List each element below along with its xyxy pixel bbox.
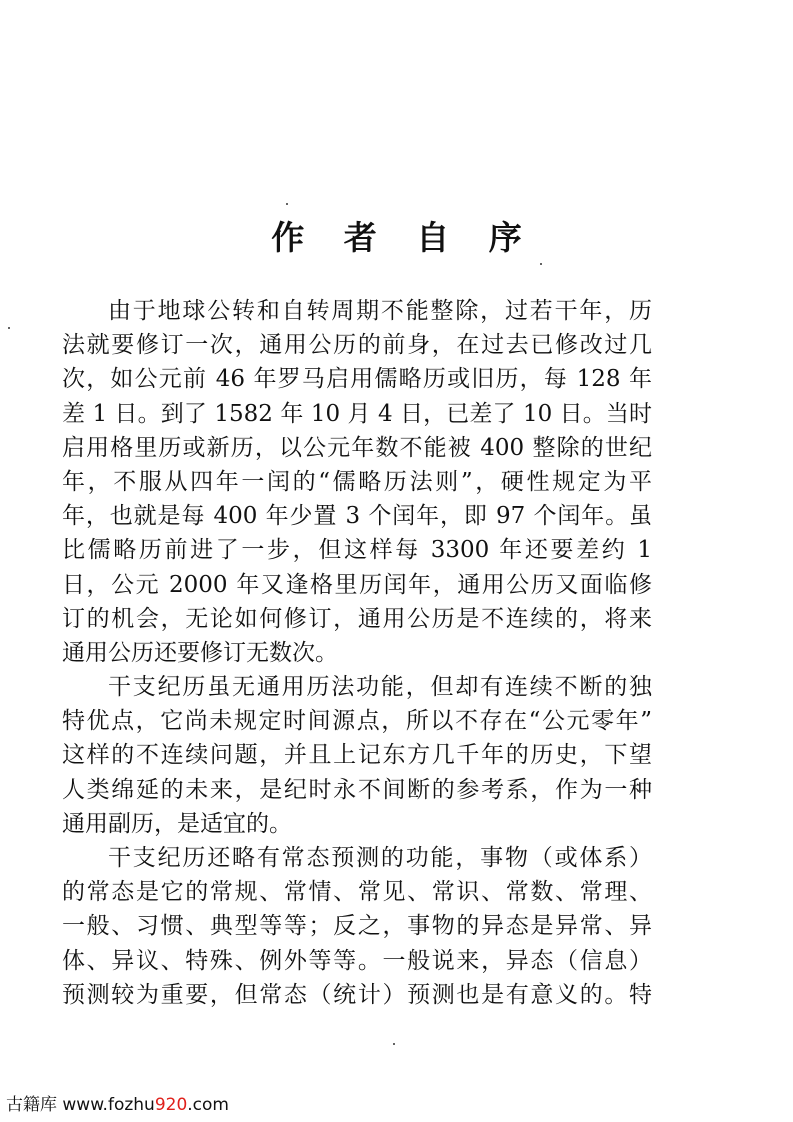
speck-left — [8, 327, 10, 329]
text-line: 订的机会，无论如何修订，通用公历是不连续的，将来 — [62, 605, 652, 632]
text-line: 的常态是它的常规、常情、常见、常识、常数、常理、 — [62, 879, 652, 906]
text-line: 人类绵延的未来，是纪时永不间断的参考系，作为一种 — [62, 776, 652, 803]
text-line: 法就要修订一次，通用公历的前身，在过去已修改过几 — [62, 332, 652, 359]
text-line: 启用格里历或新历，以公元年数不能被 400 整除的世纪 — [62, 434, 652, 461]
preface-body — [62, 294, 652, 1012]
text-line: 干支纪历还略有常态预测的功能，事物（或体系） — [108, 845, 652, 871]
text-line: 体、异议、特殊、例外等等。一般说来，异态（信息） — [62, 947, 652, 974]
text-line: 次，如公元前 46 年罗马启用儒略历或旧历，每 128 年 — [62, 366, 652, 393]
footer-url-prefix: www.fozhu — [57, 1095, 155, 1115]
footer-url-suffix: .com — [187, 1095, 229, 1115]
text-line: 一般、习惯、典型等等；反之，事物的异态是异常、异 — [62, 913, 652, 940]
paragraph-2 — [62, 670, 652, 841]
text-line: 通用副历，是适宜的。 — [62, 810, 292, 837]
page-title: 作 者 自 序 — [271, 218, 536, 257]
text-line: 差 1 日。到了 1582 年 10 月 4 日，已差了 10 日。当时 — [62, 400, 652, 427]
speck-right — [540, 263, 542, 265]
footer-site-name: 古籍库 — [6, 1095, 57, 1115]
text-line: 这样的不连续问题，并且上记东方几千年的历史，下望 — [62, 742, 652, 769]
footer-url-number: 920 — [154, 1095, 188, 1115]
text-line: 通用公历还要修订无数次。 — [62, 639, 338, 666]
paragraph-3 — [62, 841, 652, 1012]
text-line: 日，公元 2000 年又逢格里历闰年，通用公历又面临修 — [62, 571, 652, 598]
speck-top — [286, 203, 288, 205]
text-line: 比儒略历前进了一步，但这样每 3300 年还要差约 1 — [62, 537, 652, 564]
text-line: 年，不服从四年一闰的“儒略历法则”，硬性规定为平 — [62, 468, 652, 495]
paragraph-1 — [62, 294, 652, 670]
text-line: 由于地球公转和自转周期不能整除，过若干年，历 — [108, 298, 652, 324]
watermark-footer — [6, 1090, 229, 1115]
text-line: 特优点，它尚未规定时间源点，所以不存在“公元零年” — [62, 708, 652, 735]
text-line: 预测较为重要，但常态（统计）预测也是有意义的。特 — [62, 981, 652, 1008]
text-line: 干支纪历虽无通用历法功能，但却有连续不断的独 — [108, 674, 652, 701]
text-line: 年，也就是每 400 年少置 3 个闰年，即 97 个闰年。虽 — [62, 503, 652, 530]
speck-bottom — [393, 1043, 395, 1045]
